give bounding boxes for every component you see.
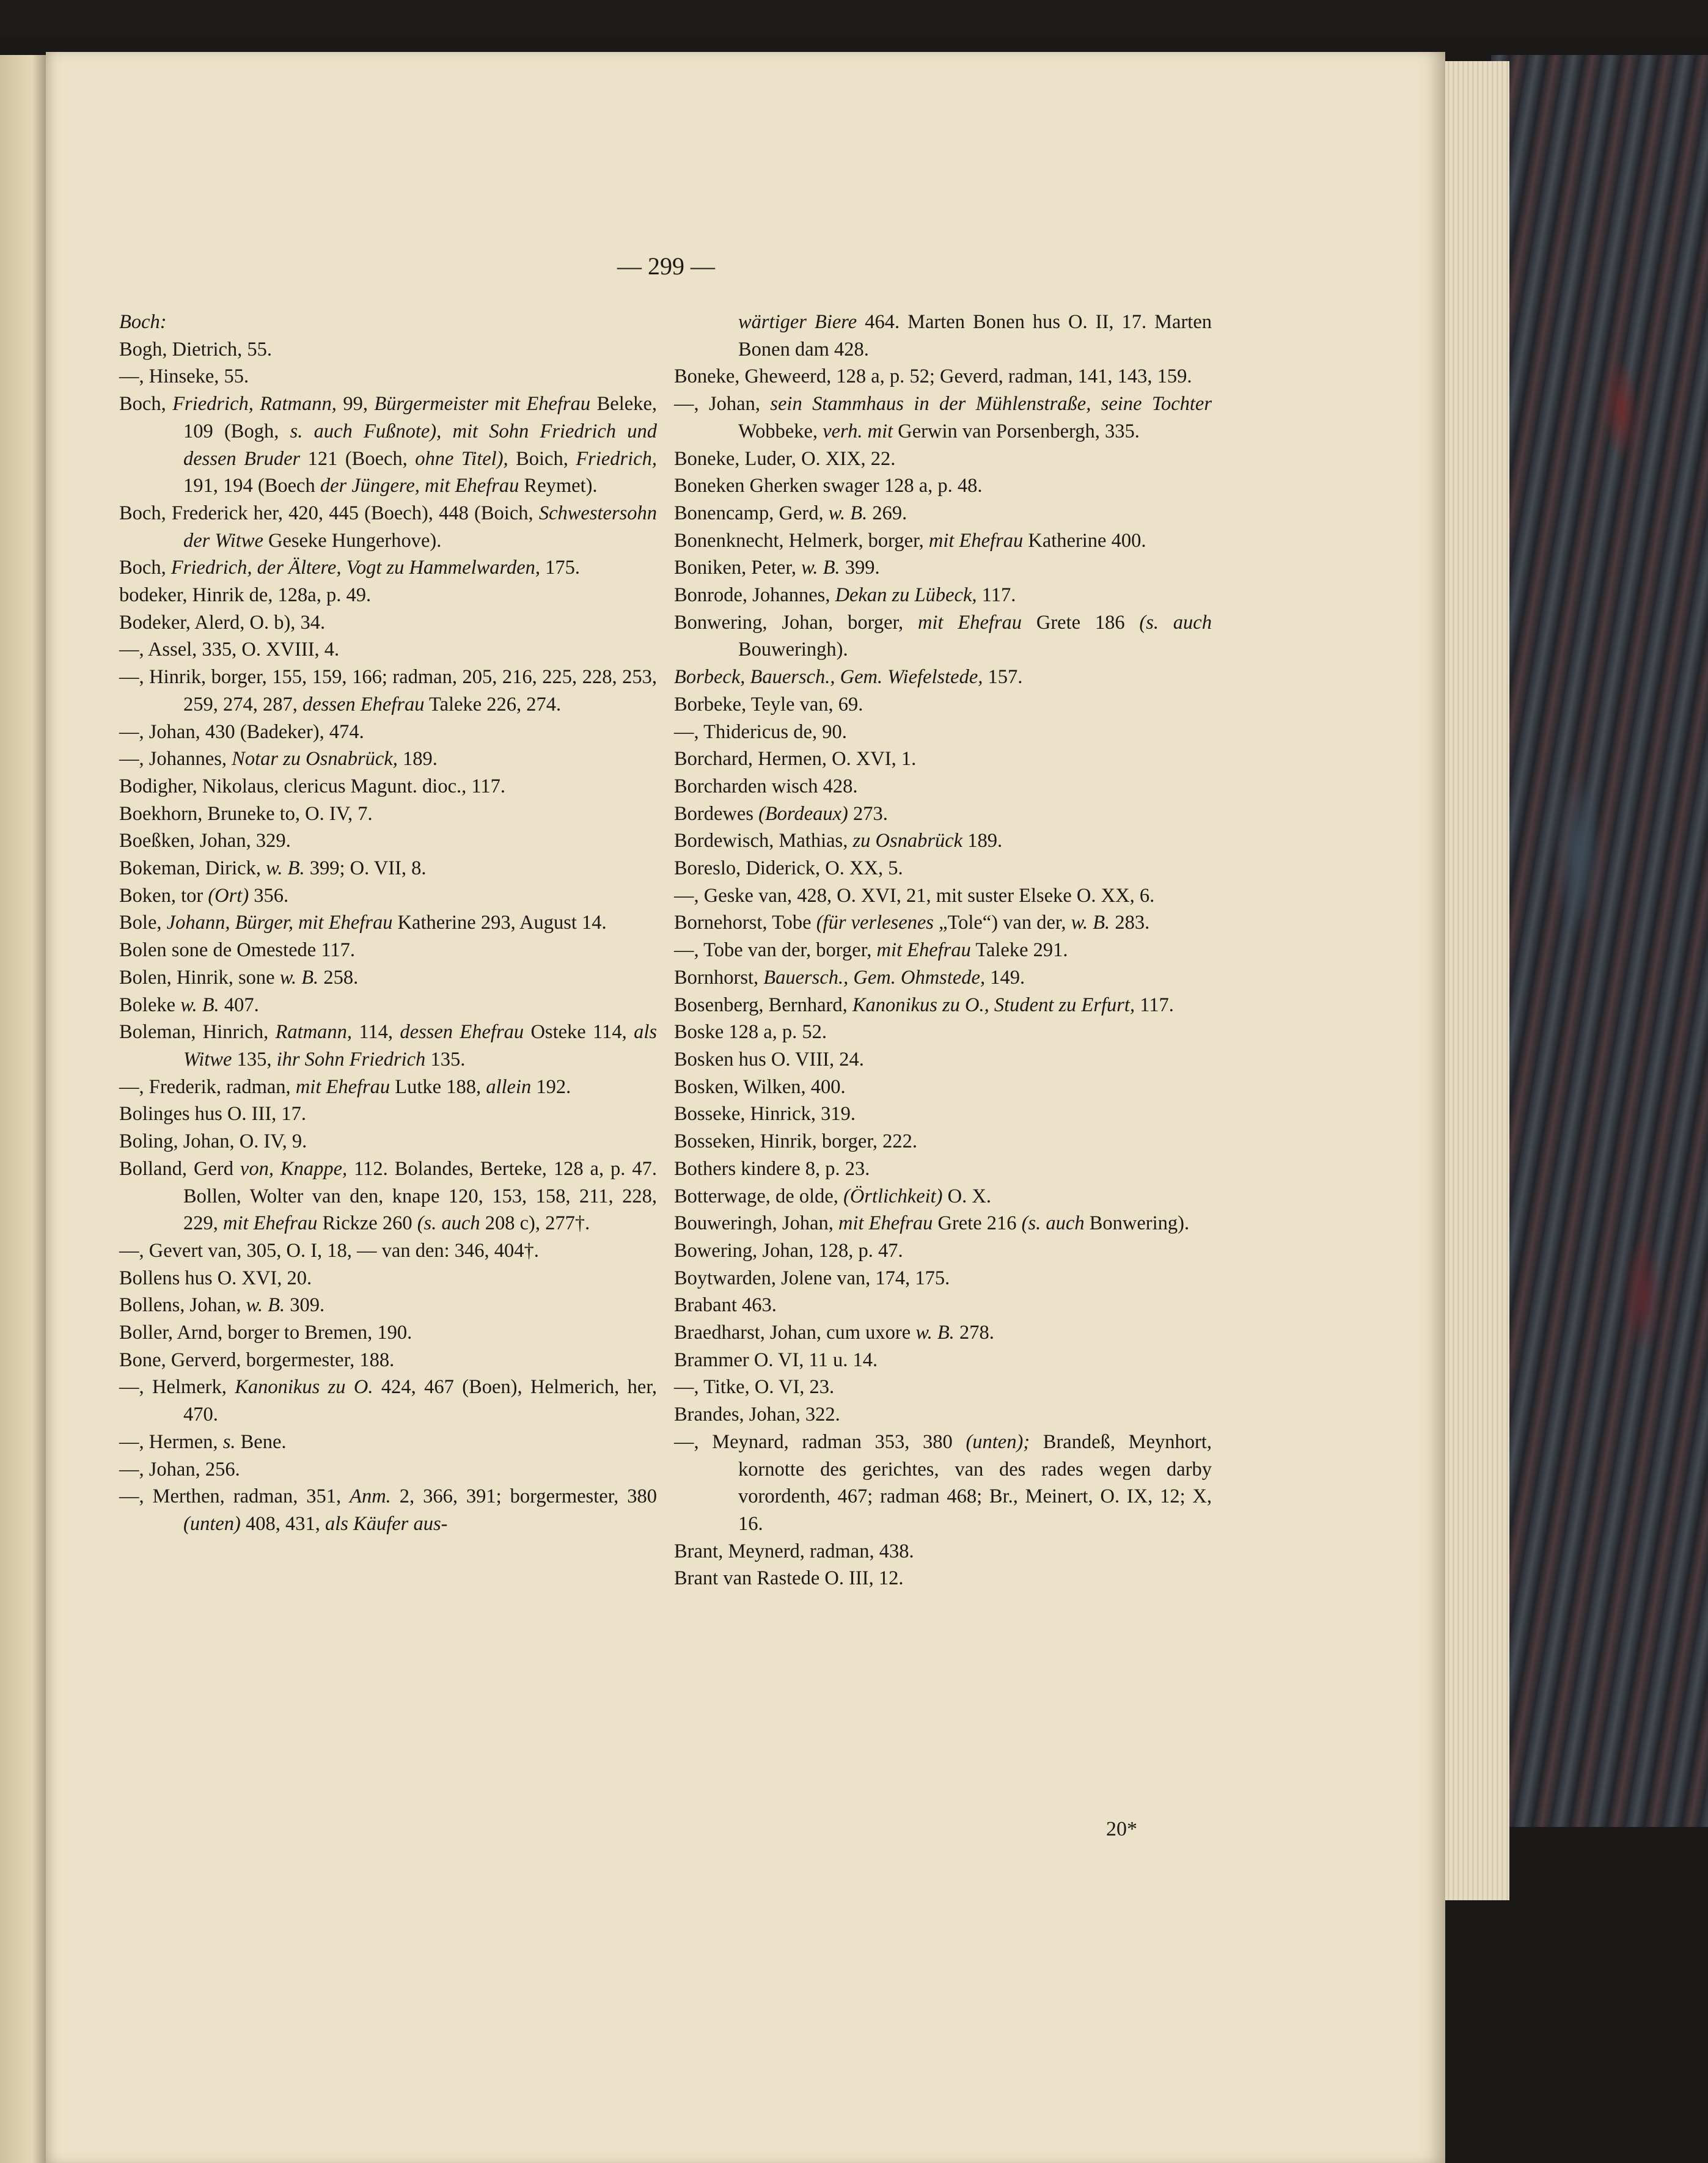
index-entry (674, 1237, 1212, 1265)
index-entry-text: 407. (219, 994, 259, 1016)
index-entry-italic-text: (Ort) (208, 884, 249, 907)
index-entry-text: O. X. (942, 1185, 991, 1207)
index-entry (674, 1347, 1212, 1374)
index-entry (674, 909, 1212, 937)
left-page-edge (0, 55, 46, 2163)
printer-signature-mark: 20* (1106, 1818, 1137, 1840)
index-entry-text: Botterwage, de olde, (674, 1185, 844, 1207)
index-entry (119, 1019, 657, 1073)
index-entry-italic-text: w. B. (279, 966, 319, 989)
index-entry (674, 1128, 1212, 1155)
index-entry (674, 363, 1212, 390)
index-entry-text: —, Johan, 430 (Badeker), 474. (119, 720, 364, 743)
index-entry-text: 2, 366, 391; borgermester, 380 (390, 1485, 657, 1508)
index-entry-italic-text: mit Ehefrau (295, 1075, 390, 1098)
index-entry (674, 527, 1212, 555)
index-entry (674, 1155, 1212, 1183)
index-entry-italic-text: w. B. (915, 1322, 955, 1344)
index-entry-italic-text: Dekan zu Lübeck, (835, 584, 977, 607)
index-entry-text: Bolen sone de Omestede 117. (119, 939, 356, 962)
index-entry-text: Boneke, Gheweerd, 128 a, p. 52; Geverd, radman, 141, 143, 159. (674, 365, 1192, 388)
index-entry-italic-text: mit Ehefrau (928, 529, 1024, 552)
index-entry (119, 1155, 657, 1237)
index-entry (674, 1538, 1212, 1565)
index-entry (674, 1429, 1212, 1538)
index-entry (119, 719, 657, 746)
index-entry-italic-text: (Örtlichkeit) (843, 1185, 943, 1207)
index-entry-text: Bornhorst, (674, 966, 764, 989)
index-entry-text: Bollens hus O. XVI, 20. (119, 1267, 312, 1289)
index-entry (119, 664, 657, 718)
index-entry-text: 157. (983, 666, 1023, 689)
index-entry-text: Bouweringh). (738, 639, 848, 661)
index-entry-italic-text: Friedrich, (576, 447, 657, 470)
index-entry-text: Wobbeke, (738, 420, 823, 442)
index-entry-text: 189. (962, 830, 1003, 852)
index-entry-text: Reymet). (519, 475, 598, 497)
index-entry (674, 1401, 1212, 1429)
index-column-left (119, 309, 657, 1538)
index-entry-text: Bordewisch, Mathias, (674, 830, 853, 852)
index-entry (674, 445, 1212, 473)
index-entry (674, 390, 1212, 445)
index-entry-text: Bollens, Johan, (119, 1294, 246, 1317)
index-entry-italic-text: der Jüngere, mit Ehefrau (320, 475, 519, 497)
index-entry-text: —, Tobe van der, borger, (674, 939, 877, 962)
index-entry-text: 408, 431, (240, 1512, 325, 1535)
index-entry-italic-text: w. B. (828, 502, 868, 524)
index-entry-text: Beleke, 109 (Bogh, (183, 393, 657, 442)
index-entry (119, 390, 657, 500)
index-entry-text: —, Helmerk, (119, 1376, 235, 1399)
index-entry (119, 1265, 657, 1292)
index-entry-text: Katherine 400. (1023, 529, 1146, 552)
index-entry-text: Borcharden wisch 428. (674, 775, 858, 797)
index-entry-italic-text: w. B. (180, 994, 219, 1016)
index-entry-text: —, Hinseke, 55. (119, 365, 249, 388)
index-entry-text: Brandeß, Meynhort, kornotte des gerichtes, van des rades wegen darby vorordenth, 467; radman 468; Br., Meinert, O. IX, 12; X, 16. (738, 1430, 1212, 1535)
index-entry-italic-text: verh. mit (823, 420, 893, 442)
index-entry (674, 745, 1212, 773)
index-entry (119, 1456, 657, 1484)
index-entry-text: 399. (840, 557, 880, 579)
index-entry-text: Boleman, Hinrich, (119, 1021, 276, 1044)
index-entry-text: Bornehorst, Tobe (674, 912, 816, 934)
index-entry-text: 283. (1110, 912, 1150, 934)
index-entry (674, 1210, 1212, 1237)
index-entry-italic-text: s. (222, 1430, 236, 1453)
index-entry-text: 309. (285, 1294, 325, 1317)
index-entry-text: 175. (540, 557, 581, 579)
index-entry-text: Grete 186 (1022, 611, 1140, 634)
index-entry-italic-text: zu Osnabrück (852, 830, 963, 852)
index-entry (119, 1319, 657, 1347)
index-entry-text: 399; O. VII, 8. (304, 857, 427, 880)
index-entry-text: —, Meynard, radman 353, 380 (674, 1430, 966, 1453)
index-entry-text: Boller, Arnd, borger to Bremen, 190. (119, 1322, 412, 1344)
index-entry-italic-text: mit Ehefrau (918, 611, 1022, 634)
index-entry (674, 1046, 1212, 1074)
index-entry-italic-text: ohne Titel), (415, 447, 508, 470)
index-entry (119, 636, 657, 664)
index-entry-text: 114, (352, 1021, 400, 1044)
index-entry-text: Boekhorn, Bruneke to, O. IV, 7. (119, 802, 373, 825)
index-entry-italic-text: w. B. (246, 1294, 285, 1317)
index-entry-text: 191, 194 (Boech (183, 475, 320, 497)
index-entry (119, 827, 657, 855)
index-entry-italic-text: (Bordeaux) (758, 802, 848, 825)
index-entry (674, 1565, 1212, 1592)
index-entry-text: —, Titke, O. VI, 23. (674, 1376, 835, 1399)
index-entry-italic-text: Friedrich, Ratmann, (172, 393, 337, 415)
index-entry-italic-text: (s. auch (417, 1212, 480, 1235)
index-entry-italic-text: allein (486, 1075, 532, 1098)
index-entry (674, 1100, 1212, 1128)
index-entry-text: Boch, (119, 393, 173, 415)
index-entry-text: Bowering, Johan, 128, p. 47. (674, 1239, 903, 1262)
index-entry-italic-text: mit Ehefrau (223, 1212, 318, 1235)
index-entry (674, 609, 1212, 664)
index-entry-text: Bonwering). (1084, 1212, 1190, 1235)
index-entry-text: 135. (425, 1048, 466, 1071)
index-entry-text: —, Johan, 256. (119, 1458, 240, 1480)
index-entry-text: Bonwering, Johan, borger, (674, 611, 918, 634)
index-column-right (674, 309, 1212, 1592)
marbled-endpaper (1491, 55, 1708, 1827)
index-entry-italic-text: Friedrich, der Ältere, Vogt zu Hammelwarden, (170, 557, 541, 579)
index-entry-text: 258. (318, 966, 359, 989)
index-entry-text: —, Frederik, radman, (119, 1075, 296, 1098)
index-entry-text: Osteke 114, (524, 1021, 634, 1044)
index-entry (674, 1019, 1212, 1046)
index-entry-italic-text: (unten); (966, 1430, 1030, 1453)
index-entry (674, 964, 1212, 992)
index-entry (674, 937, 1212, 964)
index-entry-text: Gerwin van Porsenbergh, 335. (893, 420, 1140, 442)
index-entry-italic-text: w. B. (1071, 912, 1110, 934)
index-entry (119, 582, 657, 609)
index-entry-text: Braedharst, Johan, cum uxore (674, 1322, 916, 1344)
index-entry-text: Borchard, Hermen, O. XVI, 1. (674, 748, 917, 770)
index-entry (119, 855, 657, 882)
index-entry-text: Boch, (119, 557, 171, 579)
index-entry-italic-text: mit Ehefrau (838, 1212, 933, 1235)
index-entry-text: 189. (397, 748, 438, 770)
index-entry-text: Bolland, Gerd (119, 1157, 240, 1180)
index-entry-italic-text: Notar zu Osnabrück, (232, 748, 398, 770)
index-entry (674, 1265, 1212, 1292)
index-entry-text: „Tole“) van der, (933, 912, 1071, 934)
index-entry-text: —, Thidericus de, 90. (674, 720, 847, 743)
index-entry-text: Bouweringh, Johan, (674, 1212, 838, 1235)
index-entry-text: Bothers kindere 8, p. 23. (674, 1157, 870, 1180)
index-entry-text: —, Assel, 335, O. XVIII, 4. (119, 639, 340, 661)
index-entry-text: Geseke Hungerhove). (263, 529, 442, 552)
index-entry (674, 719, 1212, 746)
index-entry (674, 691, 1212, 719)
index-entry (674, 992, 1212, 1019)
index-entry (119, 1074, 657, 1101)
index-entry-text: Katherine 293, August 14. (392, 912, 607, 934)
index-entry (119, 609, 657, 637)
index-entry-text: Bordewes (674, 802, 759, 825)
index-entry-text: Taleke 226, 274. (424, 693, 562, 716)
index-entry-italic-text: mit Ehefrau (876, 939, 971, 962)
index-entry (674, 1374, 1212, 1401)
index-entry (674, 554, 1212, 582)
index-entry-italic-text: Bürgermeister mit Ehefrau (374, 393, 591, 415)
index-entry-text: Boken, tor (119, 884, 208, 907)
index-entry-text: Grete 216 (933, 1212, 1022, 1235)
index-entry-text: Bole, (119, 912, 167, 934)
index-entry (119, 1128, 657, 1155)
index-entry (674, 664, 1212, 691)
index-entry-text: Bonencamp, Gerd, (674, 502, 829, 524)
index-entry-text: —, Hinrik, borger, 155, 159, 166; radman, 205, 216, 225, 228, 253, 259, 274, 287, (119, 666, 657, 716)
index-entry-text: —, Geske van, 428, O. XVI, 21, mit suster Elseke O. XX, 6. (674, 884, 1155, 907)
index-entry-text: Bene. (235, 1430, 287, 1453)
index-entry (674, 500, 1212, 527)
index-entry-italic-text: dessen Ehefrau (302, 693, 425, 716)
index-entry-italic-text: Boch: (119, 311, 167, 333)
index-entry-text: 464. Marten Bonen hus O. II, 17. Marten Bonen dam 428. (738, 311, 1212, 360)
index-entry-text: Boneke, Luder, O. XIX, 22. (674, 447, 896, 470)
index-entry-text: 424, 467 (Boen), Helmerich, her, 470. (183, 1376, 657, 1426)
index-entry (119, 1429, 657, 1456)
index-entry-text: Bosseke, Hinrick, 319. (674, 1103, 856, 1125)
index-entry-italic-text: als Witwe (183, 1021, 657, 1071)
index-entry-italic-text: wärtiger Biere (738, 311, 857, 333)
index-entry-italic-text: Johann, Bürger, mit Ehefrau (166, 912, 393, 934)
index-entry-text: Bonrode, Johannes, (674, 584, 835, 607)
index-entry (119, 882, 657, 910)
index-entry (119, 1237, 657, 1265)
index-entry-text: Brant, Meynerd, radman, 438. (674, 1540, 914, 1562)
index-entry-text: —, Johan, (674, 393, 771, 415)
index-entry-text: Bogh, Dietrich, 55. (119, 338, 273, 360)
index-entry-text: 149. (985, 966, 1025, 989)
index-entry-text: Bone, Gerverd, borgermester, 188. (119, 1349, 395, 1371)
index-entry (119, 309, 657, 336)
index-entry-text: 135, (232, 1048, 277, 1071)
index-entry (119, 1100, 657, 1128)
index-entry-text: Bolinges hus O. III, 17. (119, 1103, 307, 1125)
index-entry-text: 356. (249, 884, 289, 907)
index-entry-text: —, Merthen, radman, 351, (119, 1485, 350, 1508)
index-entry-text: —, Johannes, (119, 748, 232, 770)
index-entry-text: 278. (954, 1322, 994, 1344)
index-entry-text: 121 (Boech, (300, 447, 416, 470)
index-entry-text: Brabant 463. (674, 1294, 777, 1317)
page-number: — 299 — (617, 252, 715, 280)
index-entry-text: Borbeke, Teyle van, 69. (674, 693, 863, 716)
index-entry-italic-text: Ratmann, (275, 1021, 353, 1044)
index-entry (674, 882, 1212, 910)
index-entry-text: Brammer O. VI, 11 u. 14. (674, 1349, 878, 1371)
index-entry (119, 909, 657, 937)
index-entry-text: Boytwarden, Jolene van, 174, 175. (674, 1267, 950, 1289)
index-entry-italic-text: (s. auch (1021, 1212, 1085, 1235)
index-entry-text: Taleke 291. (970, 939, 1068, 962)
index-entry-italic-text: Kanonikus zu O., Student zu Erfurt, (852, 994, 1135, 1016)
index-entry (119, 745, 657, 773)
index-entry-italic-text: von, Knappe, (240, 1157, 348, 1180)
index-entry-text: Bodeker, Alerd, O. b), 34. (119, 611, 326, 634)
index-entry (674, 1074, 1212, 1101)
index-entry-text: Bosken, Wilken, 400. (674, 1075, 846, 1098)
index-entry-text: 112. Bolandes, Berteke, 128 a, p. 47. Bollen, Wolter van den, knape 120, 153, 158, 211, 228, 229, (183, 1157, 657, 1235)
index-entry-text: Bolen, Hinrik, sone (119, 966, 280, 989)
index-entry (674, 773, 1212, 800)
index-entry-text: Boneken Gherken swager 128 a, p. 48. (674, 475, 983, 497)
index-entry-text: Bokeman, Dirick, (119, 857, 266, 880)
index-entry-text: bodeker, Hinrik de, 128a, p. 49. (119, 584, 372, 607)
index-entry (119, 500, 657, 554)
index-entry-text: Bosenberg, Bernhard, (674, 994, 852, 1016)
index-entry-italic-text: Schwestersohn der Witwe (183, 502, 657, 552)
index-entry-text: Boich, (508, 447, 576, 470)
index-entry (674, 827, 1212, 855)
index-entry (119, 1347, 657, 1374)
index-entry-text: 117. (1135, 994, 1174, 1016)
index-entry-text: Rickze 260 (317, 1212, 417, 1235)
index-entry-text: Lutke 188, (390, 1075, 486, 1098)
index-entry (674, 1183, 1212, 1210)
index-entry-text: Boeßken, Johan, 329. (119, 830, 291, 852)
index-entry (119, 1374, 657, 1428)
index-entry (119, 964, 657, 992)
index-entry-italic-text: Kanonikus zu O. (235, 1376, 373, 1399)
index-entry-text: 208 c), 277†. (480, 1212, 590, 1235)
index-entry-text: 269. (867, 502, 907, 524)
index-entry (119, 992, 657, 1019)
index-entry-text: Bodigher, Nikolaus, clericus Magunt. dioc., 117. (119, 775, 506, 797)
index-entry-italic-text: s. auch Fußnote), mit Sohn Friedrich und dessen Bruder (183, 420, 658, 470)
index-entry (674, 800, 1212, 828)
index-entry-text: Boch, Frederick her, 420, 445 (Boech), 448 (Boich, (119, 502, 539, 524)
index-entry (119, 336, 657, 364)
index-entry-italic-text: ihr Sohn Friedrich (276, 1048, 426, 1071)
index-entry-italic-text: w. B. (801, 557, 840, 579)
index-entry (674, 1319, 1212, 1347)
index-entry-text: Bosseken, Hinrik, borger, 222. (674, 1130, 917, 1153)
index-entry (119, 1292, 657, 1319)
index-entry-italic-text: als Käufer aus- (324, 1512, 448, 1535)
index-entry (674, 309, 1212, 363)
index-entry-text: Boniken, Peter, (674, 557, 802, 579)
index-entry-text: Boske 128 a, p. 52. (674, 1021, 827, 1044)
index-entry-text: 99, (336, 393, 375, 415)
index-entry-text: Boleke (119, 994, 181, 1016)
index-entry (674, 582, 1212, 609)
index-entry-italic-text: dessen Ehefrau (400, 1021, 524, 1044)
index-entry-text: 117. (977, 584, 1016, 607)
index-entry-text: Bosken hus O. VIII, 24. (674, 1048, 864, 1071)
index-entry (674, 855, 1212, 882)
index-entry-text: Bonenknecht, Helmerk, borger, (674, 529, 929, 552)
index-entry-text: Brant van Rastede O. III, 12. (674, 1567, 904, 1590)
index-entry-text: Brandes, Johan, 322. (674, 1404, 840, 1426)
index-entry-italic-text: Bauersch., Gem. Ohmstede, (763, 966, 986, 989)
index-entry-text: Boreslo, Diderick, O. XX, 5. (674, 857, 903, 880)
index-entry-text: —, Gevert van, 305, O. I, 18, — van den: 346, 404†. (119, 1239, 539, 1262)
index-entry-text: 192. (531, 1075, 571, 1098)
index-entry-text: —, Hermen, (119, 1430, 223, 1453)
index-entry (119, 800, 657, 828)
index-entry-italic-text: (s. auch (1139, 611, 1212, 634)
index-entry-italic-text: w. B. (266, 857, 305, 880)
index-entry-italic-text: (unten) (183, 1512, 241, 1535)
index-entry (119, 1483, 657, 1537)
index-entry (674, 472, 1212, 500)
index-entry-italic-text: Anm. (350, 1485, 391, 1508)
index-entry (119, 554, 657, 582)
index-entry (674, 1292, 1212, 1319)
index-entry (119, 773, 657, 800)
index-entry-italic-text: sein Stammhaus in der Mühlenstraße, seine Tochter (770, 393, 1212, 415)
index-entry-text: 273. (848, 802, 888, 825)
index-entry (119, 363, 657, 390)
index-entry-text: Boling, Johan, O. IV, 9. (119, 1130, 307, 1153)
index-entry-italic-text: Borbeck, Bauersch., Gem. Wiefelstede, (674, 666, 983, 689)
index-entry (119, 937, 657, 964)
index-entry-italic-text: (für verlesenes (816, 912, 934, 934)
